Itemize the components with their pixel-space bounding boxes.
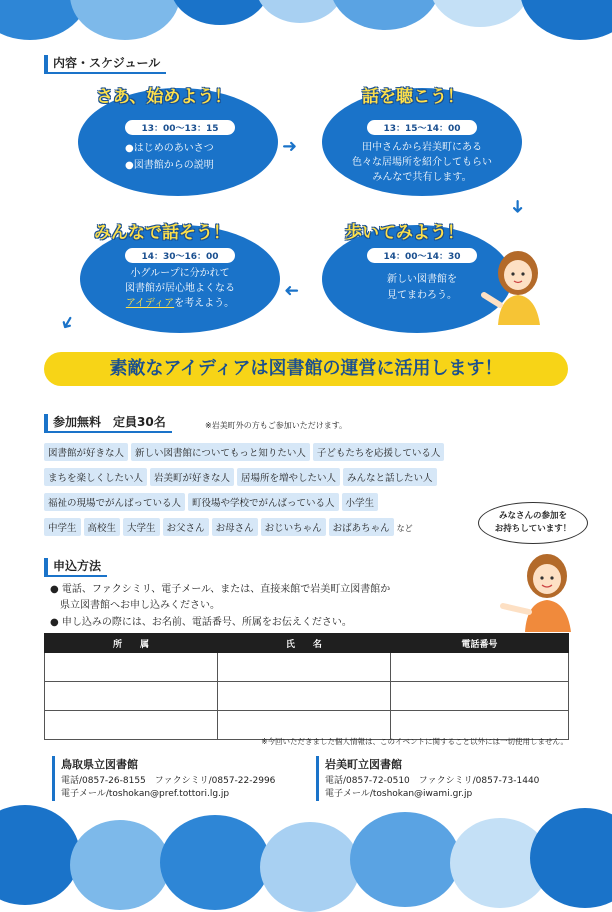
- participation-heading: 参加無料 定員30名: [44, 414, 172, 433]
- chip-row: [44, 441, 534, 466]
- target-audience-list: [44, 441, 534, 541]
- table-row: [45, 653, 569, 682]
- highlight-banner: 素敵なアイディアは図書館の運営に活用します！: [44, 352, 568, 386]
- flow-arrow-icon: ➜: [282, 136, 298, 157]
- step-3-line-2: 図書館が居心地よくなる: [125, 283, 235, 294]
- affiliation-cell[interactable]: [45, 682, 218, 711]
- audience-chip: 町役場や学校でがんばっている人: [188, 493, 339, 511]
- decor-bubble: [530, 808, 612, 908]
- application-heading: 申込方法: [44, 558, 107, 577]
- application-instruction-2: 県立図書館へお申し込みください。: [50, 600, 220, 611]
- chip-row: [44, 516, 534, 541]
- decor-bubble: [260, 822, 360, 912]
- table-row: [45, 682, 569, 711]
- step-3-title: みんなで話そう！: [94, 223, 230, 243]
- audience-chip: お母さん: [212, 518, 258, 536]
- flow-arrow-icon: ➜: [507, 198, 529, 215]
- woman-welcome-illustration: [495, 548, 585, 632]
- phone-cell[interactable]: [390, 653, 568, 682]
- step-4-time: 14：00～14：30: [367, 248, 477, 263]
- step-4-line-1: 新しい図書館を: [387, 274, 457, 285]
- audience-chip: 新しい図書館についてもっと知りたい人: [131, 443, 310, 461]
- step-1-time: 13：00～13：15: [125, 120, 235, 135]
- application-instruction-3: ● 申し込みの際には、お名前、電話番号、所属をお伝えください。: [50, 617, 352, 628]
- step-3-line-1: 小グループに分かれて: [130, 268, 230, 279]
- name-cell[interactable]: [217, 682, 390, 711]
- contact-email: 電子メール/toshokan@pref.tottori.lg.jp: [61, 789, 230, 799]
- step-3-emphasis: アイディア: [125, 298, 175, 309]
- step-4-line-2: 見てまわろう。: [387, 290, 457, 301]
- audience-chip: 図書館が好きな人: [44, 443, 128, 461]
- audience-chip: おじいちゃん: [261, 518, 326, 536]
- step-1-line-1: ●はじめのあいさつ: [125, 143, 214, 154]
- decor-bubble: [430, 0, 530, 27]
- chip-row: [44, 466, 534, 491]
- step-3-time: 14：30～16：00: [125, 248, 235, 263]
- affiliation-cell[interactable]: [45, 653, 218, 682]
- decor-bubble: [160, 815, 270, 910]
- decor-bubble: [170, 0, 270, 25]
- step-4-title: 歩いてみよう！: [345, 223, 464, 243]
- speech-bubble: みなさんの参加を お持ちしています！: [478, 502, 588, 544]
- audience-chip: お父さん: [163, 518, 209, 536]
- application-form-table: [44, 633, 569, 740]
- phone-cell[interactable]: [390, 682, 568, 711]
- step-2-line-2: 色々な居場所を紹介してもらい: [352, 157, 492, 168]
- col-affiliation: 所 属: [45, 634, 218, 653]
- flow-arrow-icon: ➜: [54, 310, 81, 335]
- decor-bubble: [350, 812, 460, 907]
- decor-bubble: [0, 805, 80, 905]
- name-cell[interactable]: [217, 653, 390, 682]
- audience-chip: 大学生: [123, 518, 160, 536]
- decor-bubble: [330, 0, 440, 30]
- woman-guide-illustration: [480, 245, 550, 325]
- col-phone: 電話番号: [390, 634, 568, 653]
- schedule-heading: 内容・スケジュール: [44, 55, 166, 74]
- decor-bubble: [520, 0, 612, 40]
- table-header-row: [45, 634, 569, 653]
- decor-bubble: [70, 820, 170, 910]
- audience-chip: みんなと話したい人: [343, 468, 437, 486]
- decor-bubble: [255, 0, 345, 23]
- contact-phone-fax: 電話/0857-72-0510 ファクシミリ/0857-73-1440: [325, 776, 540, 786]
- step-3-tail: を考えよう。: [174, 298, 235, 309]
- step-2-line-3: みんなで共有します。: [372, 172, 472, 183]
- step-3-line-3: [110, 296, 250, 311]
- decor-bubble: [70, 0, 180, 40]
- step-2-time: 13：15～14：00: [367, 120, 477, 135]
- contact-name: 鳥取県立図書館: [61, 758, 138, 771]
- contact-name: 岩美町立図書館: [325, 758, 402, 771]
- step-1-title: さあ、始めよう！: [96, 87, 232, 107]
- privacy-note: ※今回いただきました個人情報は、このイベントに関すること以外には一切使用しません。: [261, 737, 568, 746]
- contact-email: 電子メール/toshokan@iwami.gr.jp: [325, 789, 473, 799]
- audience-chip: 岩美町が好きな人: [150, 468, 234, 486]
- audience-chip: 中学生: [44, 518, 81, 536]
- col-name: 氏 名: [217, 634, 390, 653]
- audience-suffix: など: [396, 524, 413, 533]
- audience-chip: 小学生: [342, 493, 379, 511]
- audience-chip: まちを楽しくしたい人: [44, 468, 147, 486]
- step-2-title: 話を聴こう！: [362, 87, 464, 107]
- audience-chip: 福祉の現場でがんばっている人: [44, 493, 185, 511]
- affiliation-cell[interactable]: [45, 711, 218, 740]
- audience-chip: おばあちゃん: [329, 518, 394, 536]
- contact-phone-fax: 電話/0857-26-8155 ファクシミリ/0857-22-2996: [61, 776, 276, 786]
- audience-chip: 高校生: [84, 518, 121, 536]
- flow-arrow-icon: ➜: [284, 280, 300, 301]
- application-instruction-1: ● 電話、ファクシミリ、電子メール、または、直接来館で岩美町立図書館か: [50, 584, 391, 595]
- participation-note: ※岩美町外の方もご参加いただけます。: [205, 421, 348, 430]
- audience-chip: 子どもたちを応援している人: [313, 443, 445, 461]
- step-1-line-2: ●図書館からの説明: [125, 160, 214, 171]
- step-2-line-1: 田中さんから岩美町にある: [362, 142, 482, 153]
- chip-row: [44, 491, 534, 516]
- contact-iwami: [316, 756, 539, 801]
- audience-chip: 居場所を増やしたい人: [237, 468, 340, 486]
- contact-tottori: [52, 756, 275, 801]
